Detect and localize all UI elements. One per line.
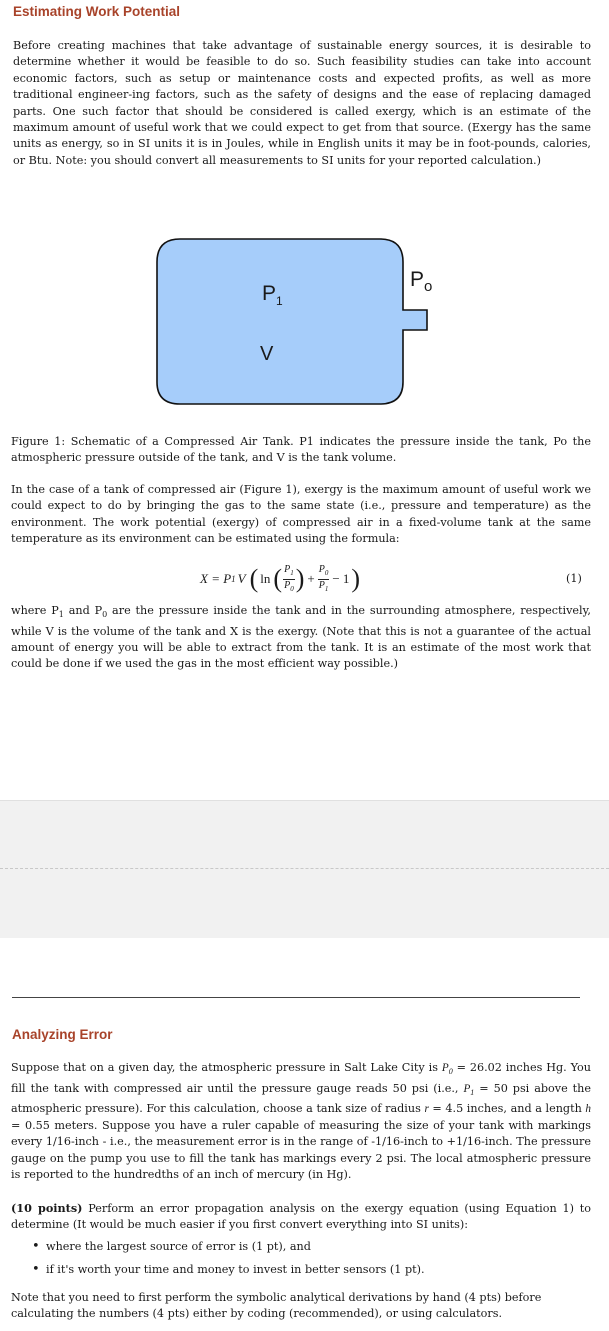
exergy-intro-paragraph: In the case of a tank of compressed air (Figure 1), exergy is the maximum amount of useful work we could expect to do by bringing the gas to the same state (i.e., pressure and temperature) as the environment. The work potential (exergy) of compressed air in a fixed-volume tank at the same temperature as its environment can be estimated using the formula: — [11, 483, 591, 546]
compressed-air-tank-diagram — [150, 234, 450, 414]
page-break-line — [0, 868, 609, 869]
list-item: • where the largest source of error is (1 pt), and — [30, 1239, 590, 1255]
intro-paragraph: Before creating machines that take advantage of sustainable energy sources, it is desirable to determine whether it would be feasible to do so. Such feasibility studies can take into account economic factors, such as setup or maintenance costs and expected profits, as well as more traditional engineer-ing factors, such as the safety of designs and the ease of replacing damaged parts. One such factor that should be considered is called exergy, which is an estimate of the maximum amount of useful work that we could expect to get from that source. (Exergy has the same units as energy, so in SI units it is in Joules, while in English units it may be in foot-pounds, calories, or Btu. Note: you should convert all measurements to SI units for your reported calculation.) — [13, 39, 591, 167]
task-bullet-list — [30, 1239, 590, 1278]
where-paragraph: where $P_1$ and $P_0$ are the pressure inside the tank and in the surrounding atmosphere, respectively, while V is the volume of the tank and X is the exergy. (Note that this is not a guarantee of the actual amount of energy you will be able to extract from the tank. It is an estimate of the most work that could be done if we used the gas in the most efficient way possible.) — [11, 604, 591, 671]
list-item: • if it's worth your time and money to invest in better sensors (1 pt). — [30, 1262, 590, 1278]
exergy-equation: X = P 1 V ( ln ( $P_1$ $P_0$ ) + $\frac{P_0}{P_1}$ − 1 ) — [200, 563, 361, 593]
section-title-analyzing-error: Analyzing Error — [12, 1027, 113, 1042]
section-divider — [12, 997, 580, 998]
label-po: $P_o$ — [410, 268, 433, 296]
figure-caption: Figure 1: Schematic of a Compressed Air Tank. P1 indicates the pressure inside the tank, Po the atmospheric pressure outside of the tank, and V is the tank volume. — [11, 435, 591, 465]
equation-number: (1) — [566, 572, 582, 585]
section-title-estimating: Estimating Work Potential — [13, 4, 181, 19]
tank-shape — [157, 239, 427, 404]
error-scenario-paragraph: Suppose that on a given day, the atmospheric pressure in Salt Lake City is $P_0 = 26.02$ inches Hg. You fill the tank with compressed air until the pressure gauge reads 50 psi (i.e., $P_1 = 50$ psi above the atmospheric pressure). For this calculation, choose a tank size of radius r = 4.5 inches, and a length h = 0.55 meters. Suppose you have a ruler capable of measuring the size of your tank with markings every 1/16-inch - i.e., the measurement error is in the range of -1/16-inch to +1/16-inch. The pressure gauge on the pump you use to fill the tank has markings every 2 psi. The local atmospheric pressure is reported to the hundredths of an inch of mercury (in Hg). — [11, 1061, 592, 1181]
task-note: Note that you need to first perform the symbolic analytical derivations by hand (4 pts) before calculating the numbers (4 pts) either by coding (recommended), or using calculators. — [11, 1291, 542, 1321]
task-paragraph: (10 points) Perform an error propagation analysis on the exergy equation (using Equation 1) to determine (It would be much easier if you first convert everything into SI units): — [11, 1201, 592, 1232]
page-gap — [0, 800, 609, 938]
label-v: V — [260, 343, 274, 365]
tank-figure — [150, 234, 450, 414]
label-p1: $P_1$ — [262, 282, 283, 309]
